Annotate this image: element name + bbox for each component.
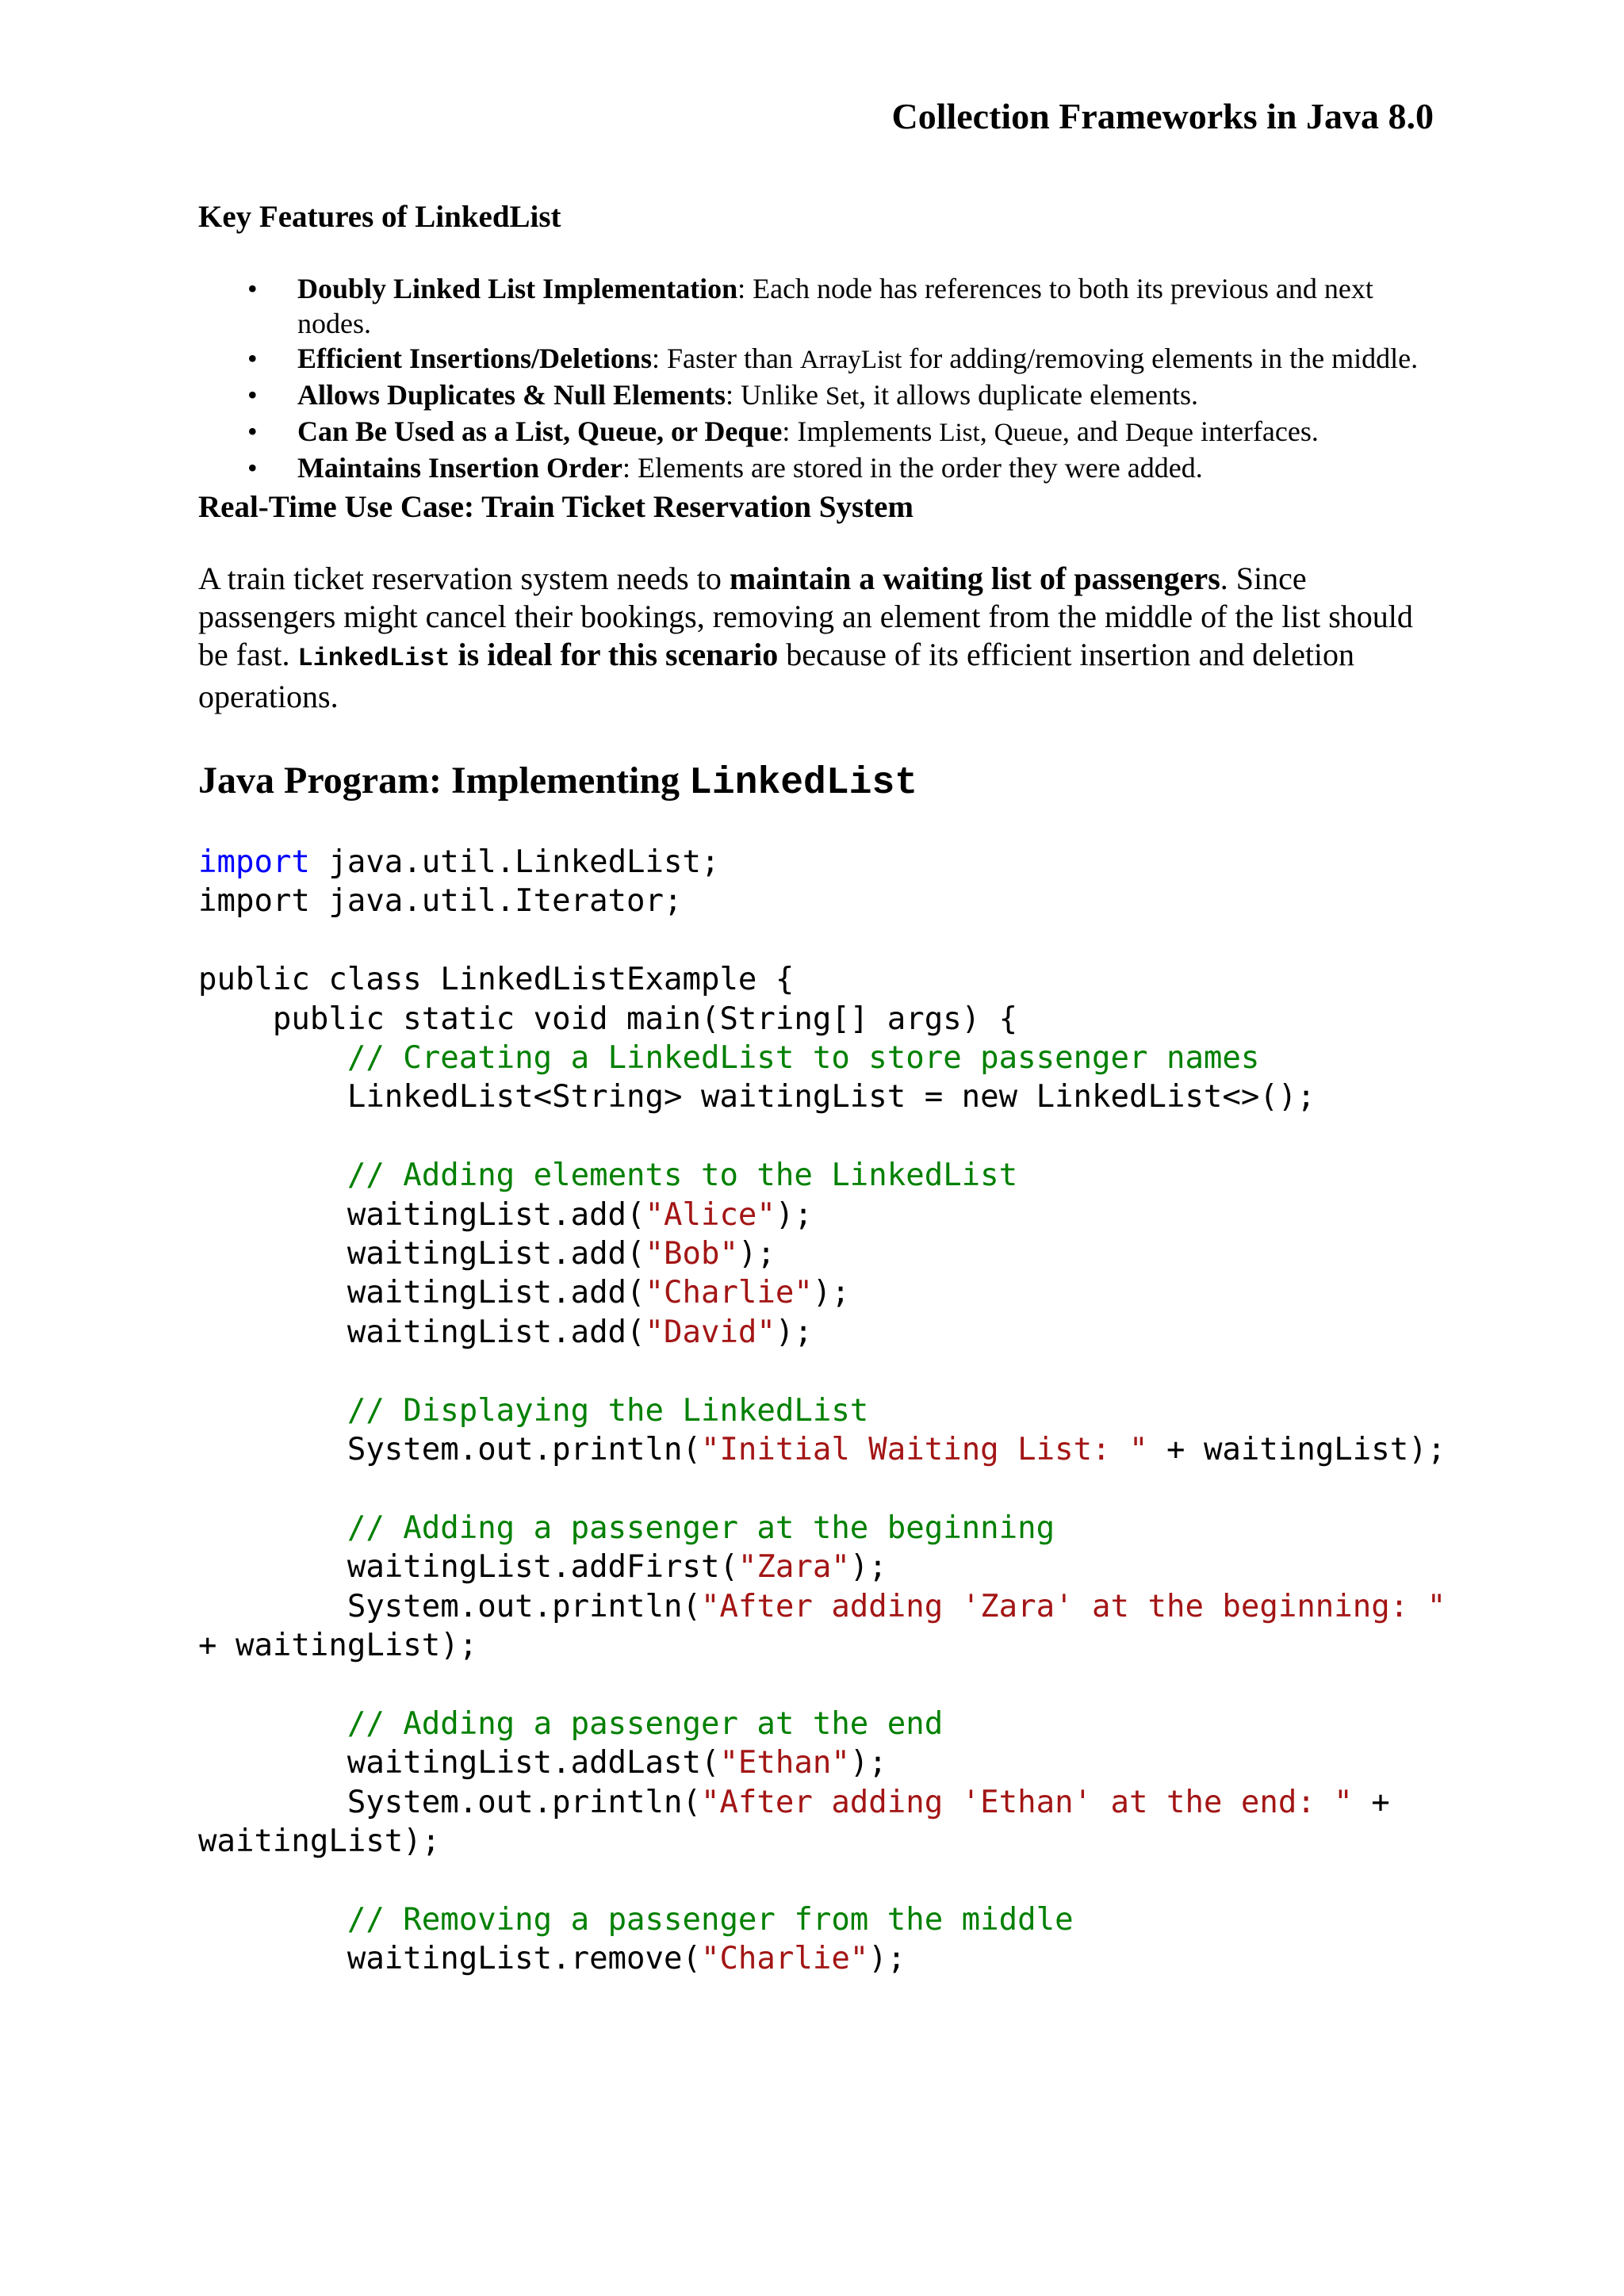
code-text: + [1352,1784,1390,1820]
page-header-title: Collection Frameworks in Java 8.0 [891,96,1434,136]
paragraph-text: A train ticket reservation system needs to [198,561,730,596]
code-text: + waitingList); [198,1628,478,1664]
code-text: ); [775,1314,813,1350]
key-features-heading: Key Features of LinkedList [198,200,561,234]
code-text: System.out.println( [198,1784,701,1820]
code-line [198,1079,1316,1115]
code-line [198,1510,1055,1546]
bullet-icon: • [247,379,258,411]
code-comment: // Adding elements to the LinkedList [347,1158,1018,1194]
code-text [198,1040,347,1076]
code-text: ); [812,1275,850,1311]
code-comment: // Adding a passenger at the beginning [347,1510,1055,1546]
code-text: waitingList.addLast( [198,1745,720,1781]
code-string: "After adding 'Ethan' at the end: " [700,1784,1353,1820]
code-line [198,1040,1259,1076]
key-features-list [198,271,1443,485]
list-item [198,271,1443,341]
inline-code: Queue [994,419,1063,447]
code-line [198,1158,1017,1193]
code-line [198,1589,1446,1624]
code-text [198,1706,347,1742]
feature-text: : Faster than [651,342,800,374]
code-text [198,1393,347,1429]
use-case-heading: Real-Time Use Case: Train Ticket Reservation System [198,490,914,524]
code-comment: // Displaying the LinkedList [347,1392,869,1429]
inline-code: Set [825,382,860,411]
code-text: java.util.LinkedList; [309,844,720,880]
code-line [198,1001,1017,1037]
feature-text: : Elements are stored in the order they were added. [622,452,1203,484]
feature-name: Can Be Used as a List, Queue, or Deque [297,415,783,447]
code-text: waitingList.add( [198,1196,645,1233]
code-line [198,1393,868,1429]
code-line [198,844,719,880]
inline-code: LinkedList [297,644,450,673]
feature-text: , it allows duplicate elements. [859,379,1199,411]
code-line [198,962,794,997]
feature-text: for adding/removing elements in the middle. [902,342,1419,374]
feature-text: : Implements [782,415,940,447]
bullet-icon: • [247,342,258,374]
code-line [198,1432,1446,1468]
paragraph-bold-text: is ideal for this scenario [450,637,779,672]
bullet-icon: • [247,273,258,304]
code-text: public static void main(String[] args) { [198,1001,1018,1037]
feature-name: Maintains Insertion Order [297,452,622,484]
code-keyword: import [198,844,310,880]
code-line [198,1236,776,1272]
inline-code: Deque [1124,419,1193,447]
code-text: ); [868,1941,906,1977]
code-text: public class LinkedListExample { [198,962,795,998]
code-line [198,1197,813,1233]
inline-code: ArrayList [799,346,902,374]
code-text: waitingList.add( [198,1275,645,1311]
document-content [198,195,1446,1979]
code-text: ); [849,1549,887,1586]
code-text: waitingList.add( [198,1236,645,1272]
feature-text: : Each node has references to both its previous and next nodes. [297,273,1373,339]
bullet-icon: • [247,415,258,447]
feature-name: Efficient Insertions/Deletions [297,342,652,374]
code-text: ); [775,1196,813,1233]
feature-text: : Unlike [726,379,825,411]
program-heading-text: Java Program: Implementing [198,760,690,802]
code-text [198,1158,347,1193]
code-string: "Charlie" [645,1275,813,1311]
code-text: System.out.println( [198,1588,701,1624]
code-text: LinkedList<String> waitingList = new LinkedList<>(); [198,1079,1316,1115]
code-text: import java.util.Iterator; [198,883,683,920]
inline-code: List [939,419,980,447]
code-string: "Initial Waiting List: " [700,1432,1148,1468]
code-line [198,1628,477,1663]
code-line [198,1549,887,1585]
code-line [198,1941,906,1976]
program-heading-code: LinkedList [689,762,918,805]
use-case-paragraph [198,560,1443,716]
paragraph-text: . Since passengers might cancel their bookings, removing an element from the middle of the list should be fast. [198,561,1413,672]
feature-text: interfaces. [1193,415,1319,447]
code-line [198,1706,943,1742]
code-text: waitingList.addFirst( [198,1549,738,1586]
code-text: + waitingList); [1147,1432,1446,1468]
code-text: waitingList.remove( [198,1941,701,1977]
list-item [198,377,1443,414]
code-text: waitingList); [198,1823,441,1860]
paragraph-text: because of its efficient insertion and deletion operations. [198,637,1355,714]
feature-text: , and [1062,415,1125,447]
bullet-icon: • [247,452,258,484]
code-text: System.out.println( [198,1432,701,1468]
code-string: "Zara" [737,1549,850,1586]
code-string: "Charlie" [700,1941,869,1977]
code-text [198,1510,347,1546]
code-text: waitingList.add( [198,1314,645,1350]
list-item [198,414,1443,450]
code-string: "After adding 'Zara' at the beginning: " [700,1588,1446,1624]
code-line [198,1823,440,1859]
code-text [198,1902,347,1938]
list-item [198,341,1443,377]
feature-text: , [979,415,994,447]
code-string: "David" [645,1314,776,1350]
code-line [198,883,682,919]
code-string: "Ethan" [719,1745,850,1781]
paragraph-bold-text: maintain a waiting list of passengers [729,561,1220,596]
code-block [198,843,1446,1979]
code-text: ); [849,1745,887,1781]
feature-name: Allows Duplicates & Null Elements [297,379,726,411]
code-line [198,1745,887,1781]
list-item [198,450,1443,485]
code-text: ); [737,1236,776,1272]
code-comment: // Creating a LinkedList to store passenger names [347,1040,1260,1077]
code-comment: // Adding a passenger at the end [347,1705,944,1742]
program-heading [198,757,1443,807]
code-line [198,1275,850,1311]
code-line [198,1314,813,1350]
feature-name: Doubly Linked List Implementation [297,273,738,304]
code-line [198,1902,1074,1938]
code-string: "Bob" [645,1236,738,1272]
code-string: "Alice" [645,1196,776,1233]
code-line [198,1785,1390,1820]
code-comment: // Removing a passenger from the middle [347,1901,1074,1938]
